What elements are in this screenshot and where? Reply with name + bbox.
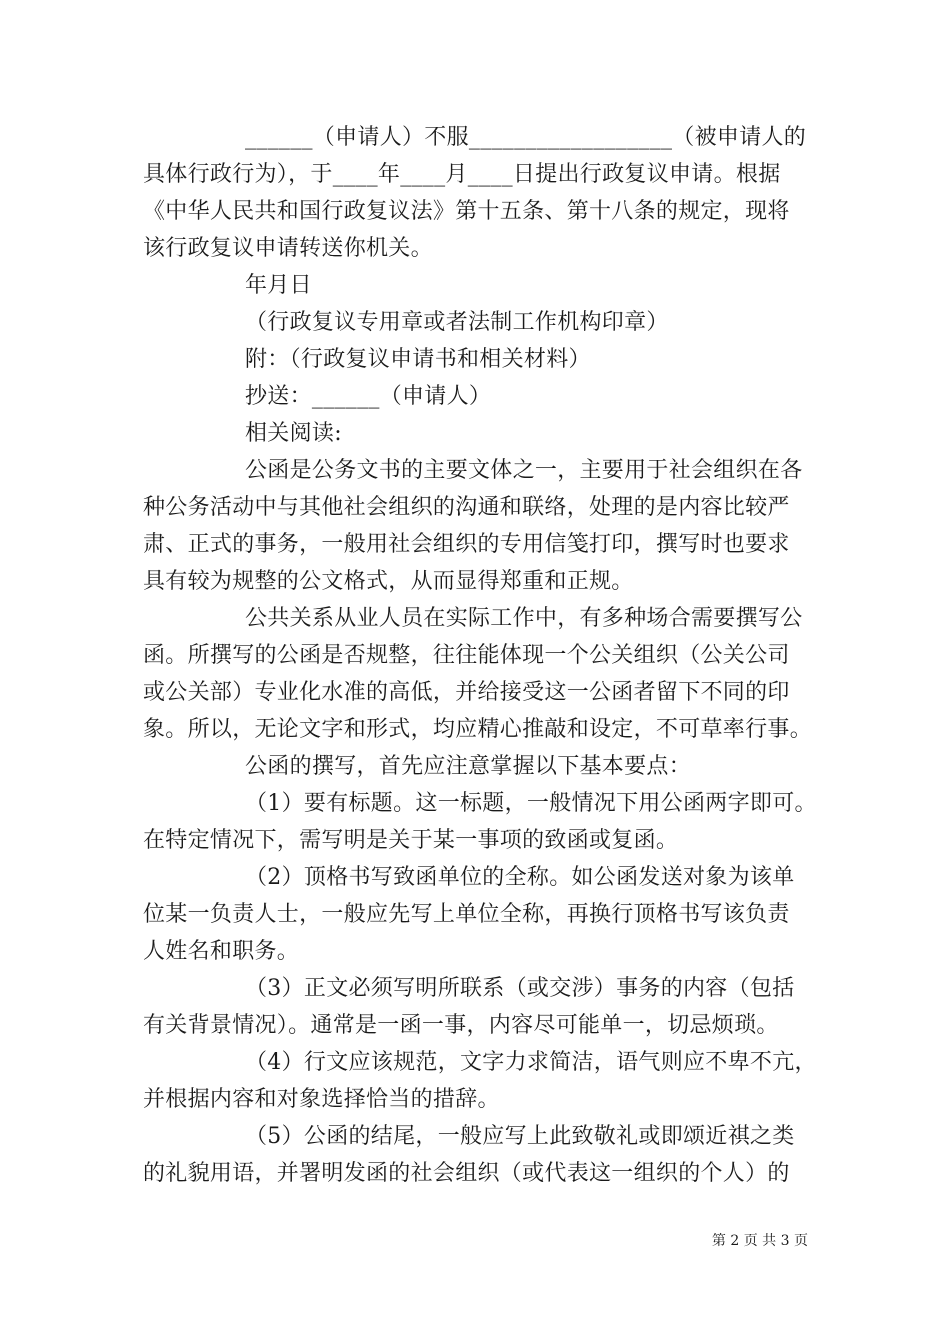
text-line: 具体行政行为），于____年____月____日提出行政复议申请。根据 bbox=[143, 162, 781, 187]
text-line: 具有较为规整的公文格式，从而显得郑重和正规。 bbox=[143, 569, 634, 594]
text-line: 该行政复议申请转送你机关。 bbox=[143, 236, 433, 261]
cc-line: 抄送：______（申请人） bbox=[245, 384, 492, 409]
date-line: 年月日 bbox=[245, 273, 312, 298]
list-item: （3）正文必须写明所联系（或交涉）事务的内容（包括 bbox=[245, 976, 795, 1001]
list-item: （1）要有标题。这一标题，一般情况下用公函两字即可。 bbox=[245, 791, 817, 816]
text-line: 人姓名和职务。 bbox=[143, 939, 300, 964]
page-number: 第 2 页 共 3 页 bbox=[711, 1233, 808, 1249]
attachment-line: 附：（行政复议申请书和相关材料） bbox=[245, 347, 591, 372]
list-item: （2）顶格书写致函单位的全称。如公函发送对象为该单 bbox=[245, 865, 795, 890]
related-reading-heading: 相关阅读: bbox=[245, 421, 342, 446]
text-line: 函。所撰写的公函是否规整，往往能体现一个公关组织（公关公司 bbox=[143, 643, 790, 668]
text-line: 《中华人民共和国行政复议法》第十五条、第十八条的规定，现将 bbox=[143, 199, 790, 224]
text-line: 公函是公务文书的主要文体之一，主要用于社会组织在各 bbox=[245, 458, 803, 483]
text-line: 肃、正式的事务，一般用社会组织的专用信笺打印，撰写时也要求 bbox=[143, 532, 790, 557]
text-line: 种公务活动中与其他社会组织的沟通和联络，处理的是内容比较严 bbox=[143, 495, 790, 520]
text-line: 象。所以，无论文字和形式，均应精心推敲和设定，不可草率行事。 bbox=[143, 717, 813, 742]
text-line: 有关背景情况）。通常是一函一事，内容尽可能单一，切忌烦琐。 bbox=[143, 1013, 779, 1038]
text-line: 位某一负责人士，一般应先写上单位全称，再换行顶格书写该负责 bbox=[143, 902, 790, 927]
seal-note: （行政复议专用章或者法制工作机构印章） bbox=[245, 310, 669, 335]
text-line: 的礼貌用语，并署明发函的社会组织（或代表这一组织的个人）的 bbox=[143, 1161, 790, 1186]
list-item: （4）行文应该规范，文字力求简洁，语气则应不卑不亢， bbox=[245, 1050, 817, 1075]
text-line: 在特定情况下，需写明是关于某一事项的致函或复函。 bbox=[143, 828, 679, 853]
text-line: 公函的撰写，首先应注意掌握以下基本要点： bbox=[245, 754, 692, 779]
text-line: 并根据内容和对象选择恰当的措辞。 bbox=[143, 1087, 500, 1112]
text-line: ______（申请人）不服__________________（被申请人的 bbox=[245, 125, 807, 150]
text-line: 公共关系从业人员在实际工作中，有多种场合需要撰写公 bbox=[245, 606, 803, 631]
list-item: （5）公函的结尾，一般应写上此致敬礼或即颂近祺之类 bbox=[245, 1124, 795, 1149]
text-line: 或公关部）专业化水准的高低，并给接受这一公函者留下不同的印 bbox=[143, 680, 790, 705]
